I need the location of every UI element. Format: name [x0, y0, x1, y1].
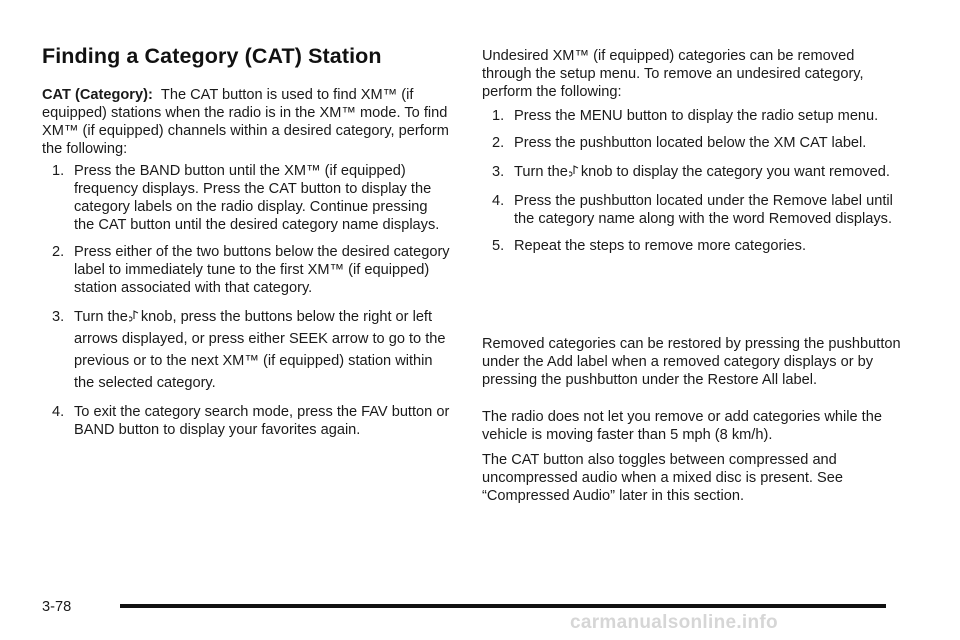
- list-item: 1. Press the MENU button to display the radio setup menu.: [492, 108, 879, 124]
- list-item: 4. Press the pushbutton located under the Remove label until the category name along with the word Removed displays.: [492, 193, 893, 227]
- list-item: 4. To exit the category search mode, press the FAV button or BAND button to display your favorites again.: [52, 404, 450, 438]
- list-item: 2. Press either of the two buttons below the desired category label to immediately tune to the first XM™ (if equipped) station associated with that category.: [52, 244, 450, 296]
- watermark: carmanualsonline.info: [570, 612, 778, 633]
- cat-steps-list: [42, 162, 450, 448]
- restore-paragraph: Removed categories can be restored by pressing the pushbutton under the Add label when a removed category displays or by pressing the pushbutton under the Restore All label.: [482, 336, 901, 388]
- moving-restriction-paragraph: The radio does not let you remove or add categories while the vehicle is moving faster than 5 mph (8 km/h).: [482, 409, 882, 443]
- remove-intro-paragraph: Undesired XM™ (if equipped) categories can be removed through the setup menu. To remove an undesired category, perform the following:: [482, 48, 864, 100]
- compressed-audio-paragraph: The CAT button also toggles between compressed and uncompressed audio when a mixed disc is present. See “Compressed Audio” later in this section.: [482, 452, 843, 504]
- list-item: 3. Turn the knob to display the category you want removed.: [492, 164, 890, 180]
- list-item: 1. Press the BAND button until the XM™ (if equipped) frequency displays. Press the CAT button to display the category labels on the radio display. Continue pressing the CAT button until the desired category name displays.: [52, 163, 440, 233]
- cat-intro-text: The CAT button is used to find XM™ (if equipped) stations when the radio is in the XM™ mode. To find XM™ (if equipped) channels within a desired category, perform the following:: [42, 87, 449, 157]
- footer-rule: [120, 604, 886, 608]
- cat-lead-term: CAT (Category):: [42, 87, 153, 103]
- page-title: Finding a Category (CAT) Station: [42, 44, 382, 68]
- page-number: 3-78: [42, 599, 72, 615]
- tune-knob-icon: [129, 310, 139, 322]
- tune-knob-icon: [569, 165, 579, 177]
- list-item: 3. Turn the knob, press the buttons below the right or left arrows displayed, or press either SEEK arrow to go to the previous or to the next XM™ (if equipped) station within the selected category.: [52, 309, 446, 391]
- list-item: 2. Press the pushbutton located below the XM CAT label.: [492, 135, 867, 151]
- cat-intro-paragraph: [42, 86, 450, 158]
- list-item: 5. Repeat the steps to remove more categories.: [492, 238, 807, 254]
- remove-steps-list: [482, 107, 902, 264]
